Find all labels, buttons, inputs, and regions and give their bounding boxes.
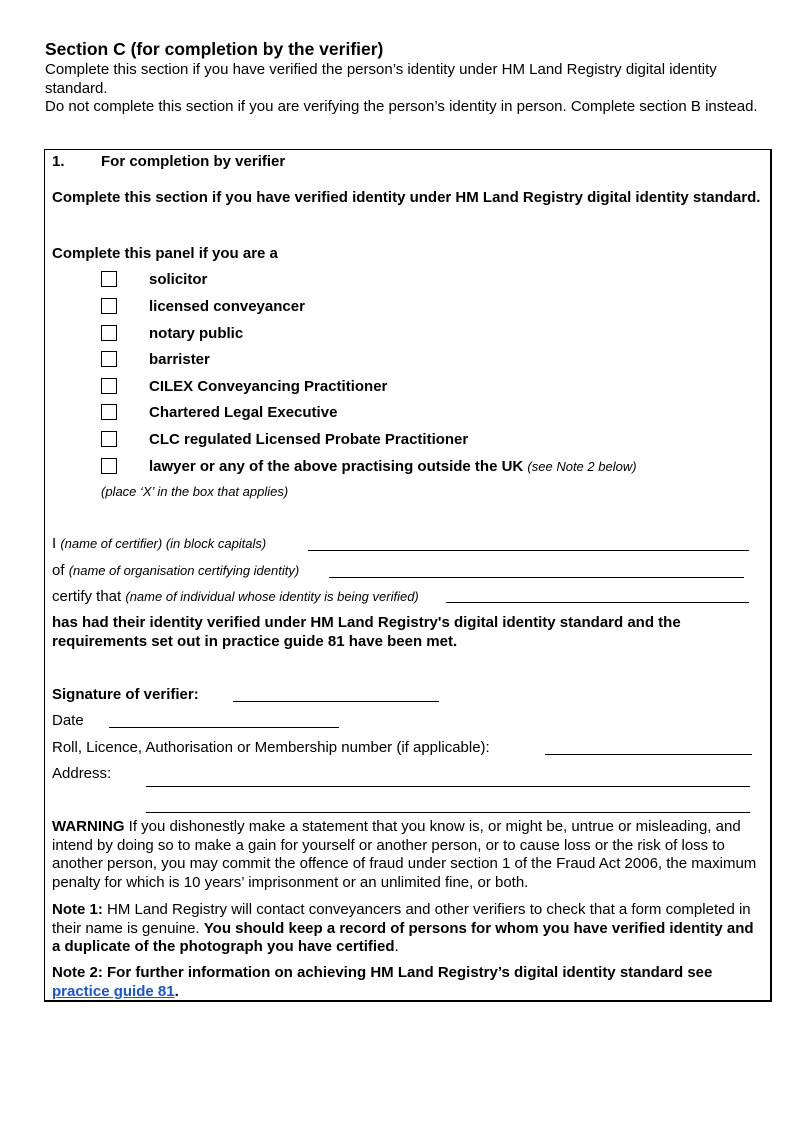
option-label-cilex-conveyancing: CILEX Conveyancing Practitioner xyxy=(149,378,388,395)
organisation-name-field[interactable] xyxy=(329,577,744,578)
certifier-prefix: I xyxy=(52,535,57,552)
org-prefix: of xyxy=(52,562,65,579)
certify-hint: (name of individual whose identity is being verified) xyxy=(125,589,419,604)
roll-number-field[interactable] xyxy=(545,754,752,755)
verification-statement: has had their identity verified under HM Land Registry's digital identity standard and the requirements set out in practice guide 81 have been met. xyxy=(52,614,681,650)
verifier-panel xyxy=(44,149,772,1002)
complete-if-label: Complete this panel if you are a xyxy=(52,245,278,262)
certify-row xyxy=(52,588,419,605)
checkbox-lawyer-outside-uk[interactable] xyxy=(101,458,117,474)
signature-field[interactable] xyxy=(233,701,439,702)
individual-name-field[interactable] xyxy=(446,602,749,603)
org-hint: (name of organisation certifying identity) xyxy=(68,563,300,578)
warning-text: If you dishonestly make a statement that you know is, or might be, untrue or misleading, and intend by doing so to make a gain for yourself or another person, or to cause loss or the risk of loss to another person, you may commit the offence of fraud under section 1 of the Fraud Act 2006, the maximum penalty for which is 10 years’ imprisonment or an unlimited fine, or both. xyxy=(52,818,757,891)
practice-guide-81-link[interactable]: practice guide 81 xyxy=(52,982,175,1000)
note-2 xyxy=(52,964,764,1001)
address-line-2[interactable] xyxy=(146,812,750,813)
option-label-licensed-conveyancer: licensed conveyancer xyxy=(149,298,305,315)
warning-paragraph xyxy=(52,818,766,892)
section-intro xyxy=(45,61,765,117)
date-label: Date xyxy=(52,712,84,729)
intro-in-person: Do not complete this section if you are verifying the person’s identity in person. Complete section B instead. xyxy=(45,98,758,115)
checkbox-barrister[interactable] xyxy=(101,351,117,367)
note-1-text: HM Land Registry will contact conveyancers and other verifiers to check that a form completed in their name is genuine. xyxy=(52,901,751,937)
note-1-end: . xyxy=(394,938,399,955)
checkbox-clc-probate[interactable] xyxy=(101,431,117,447)
panel-heading: For completion by verifier xyxy=(101,153,286,170)
panel-number: 1. xyxy=(52,153,65,170)
date-field[interactable] xyxy=(109,727,339,728)
note-2-text: Note 2: For further information on achieving HM Land Registry’s digital identity standard see xyxy=(52,964,713,981)
place-x-hint: (place ‘X’ in the box that applies) xyxy=(101,484,289,499)
note-1-bold-text: You should keep a record of persons for whom you have verified identity and a duplicate of the photograph you have certified xyxy=(52,919,754,955)
certify-prefix: certify that xyxy=(52,588,122,605)
option-label-lawyer-outside-uk xyxy=(149,458,637,475)
note-1-label: Note 1: xyxy=(52,901,103,918)
certifier-name-field[interactable] xyxy=(308,550,749,551)
organisation-row xyxy=(52,562,299,579)
option-label-clc-probate: CLC regulated Licensed Probate Practitioner xyxy=(149,431,469,448)
signature-label: Signature of verifier: xyxy=(52,686,199,703)
option-label-solicitor: solicitor xyxy=(149,271,208,288)
see-note-2: (see Note 2 below) xyxy=(527,459,637,474)
option-text-lawyer: lawyer or any of the above practising outside the UK xyxy=(149,458,524,475)
panel-instruction: Complete this section if you have verified identity under HM Land Registry digital identity standard. xyxy=(52,189,761,206)
option-label-chartered-legal-executive: Chartered Legal Executive xyxy=(149,404,338,421)
address-label: Address: xyxy=(52,765,112,782)
warning-label: WARNING xyxy=(52,818,125,835)
address-line-1[interactable] xyxy=(146,786,750,787)
checkbox-notary-public[interactable] xyxy=(101,325,117,341)
note-2-end: . xyxy=(174,982,179,1000)
option-label-notary-public: notary public xyxy=(149,325,244,342)
checkbox-solicitor[interactable] xyxy=(101,271,117,287)
certifier-hint: (name of certifier) (in block capitals) xyxy=(60,536,267,551)
roll-number-label: Roll, Licence, Authorisation or Membership number (if applicable): xyxy=(52,739,490,756)
checkbox-chartered-legal-executive[interactable] xyxy=(101,404,117,420)
checkbox-licensed-conveyancer[interactable] xyxy=(101,298,117,314)
page-title: Section C (for completion by the verifier) xyxy=(45,39,384,59)
intro-verified: Complete this section if you have verified the person’s identity under HM Land Registry digital identity standard. xyxy=(45,61,717,97)
checkbox-cilex-conveyancing[interactable] xyxy=(101,378,117,394)
note-1 xyxy=(52,901,764,957)
certifier-row xyxy=(52,535,266,552)
option-label-barrister: barrister xyxy=(149,351,210,368)
